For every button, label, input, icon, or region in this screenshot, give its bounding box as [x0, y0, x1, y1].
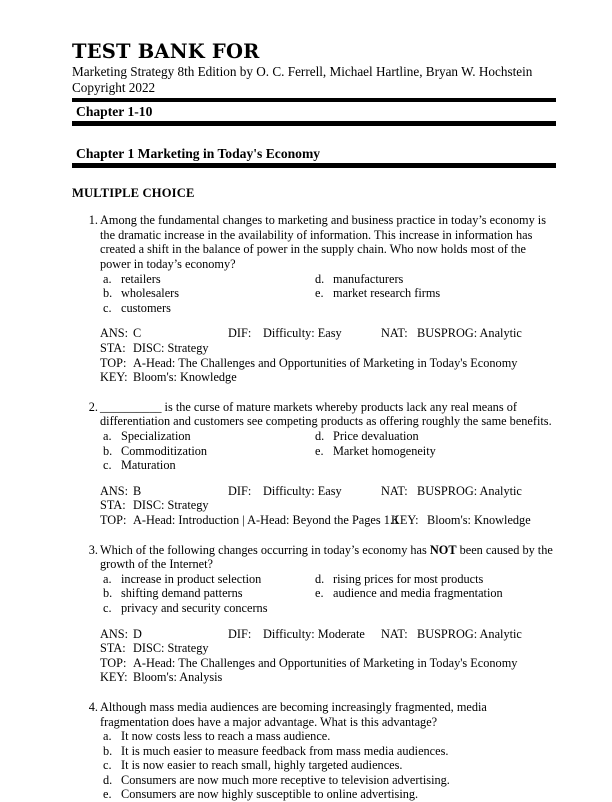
national-value: BUSPROG: Analytic	[417, 326, 522, 341]
option-item[interactable]	[312, 286, 556, 301]
option-text: increase in product selection	[121, 571, 262, 586]
question-number: 3.	[88, 542, 98, 557]
option-text: Specialization	[121, 429, 191, 443]
option-letter: d.	[315, 571, 325, 586]
option-letter: c.	[103, 600, 112, 615]
option-item[interactable]	[100, 586, 312, 601]
option-letter: d.	[315, 429, 325, 443]
option-item[interactable]	[100, 286, 312, 301]
question-number: 4.	[88, 699, 98, 714]
option-item[interactable]	[312, 429, 556, 444]
option-letter: a.	[103, 271, 112, 286]
question-item	[72, 543, 556, 685]
metadata-row-standard	[100, 641, 556, 656]
metadata-row-topic	[100, 513, 556, 528]
option-item[interactable]	[100, 272, 312, 287]
standard-value: DISC: Strategy	[133, 341, 209, 356]
difficulty-value: Difficulty: Moderate	[263, 626, 365, 641]
option-text: privacy and security concerns	[121, 600, 268, 615]
metadata-row-bloom	[100, 370, 556, 385]
question-stem	[100, 543, 556, 572]
question-stem-text-tail: been caused by the growth of the Internet?	[100, 542, 553, 572]
option-letter: b.	[103, 743, 113, 758]
option-item[interactable]	[100, 601, 312, 616]
topic-value: A-Head: The Challenges and Opportunities of Marketing in Today's Economy	[133, 355, 518, 370]
answer-key-label: ANS:	[100, 326, 129, 341]
option-text: It is now easier to reach small, highly targeted audiences.	[121, 758, 403, 773]
option-text: customers	[121, 300, 171, 315]
national-value: BUSPROG: Analytic	[417, 483, 522, 498]
topic-label: TOP:	[100, 355, 127, 370]
difficulty-value: Difficulty: Easy	[263, 326, 342, 341]
answer-value: C	[133, 326, 142, 341]
option-text: manufacturers	[333, 271, 404, 286]
question-number: 2.	[88, 399, 98, 414]
option-letter: b.	[103, 286, 113, 301]
option-item[interactable]	[100, 458, 312, 473]
bloom-value: Bloom's: Knowledge	[427, 512, 531, 527]
option-letter: a.	[103, 571, 112, 586]
option-letter: b.	[103, 586, 113, 601]
standard-label: STA:	[100, 341, 126, 356]
topic-value: A-Head: Introduction | A-Head: Beyond the Pages 1.1	[133, 512, 400, 527]
question-stem-text: Among the fundamental changes to marketing and business practice in today’s economy is the dramatic increase in the availability of information. This increase in information has created a shift in the balance of power in the supply chain. Who now holds most of the power in today’s economy?	[100, 213, 546, 272]
national-label: NAT:	[381, 626, 408, 641]
standard-value: DISC: Strategy	[133, 498, 209, 513]
option-item[interactable]	[100, 787, 556, 802]
question-item	[72, 700, 556, 802]
option-text: Maturation	[121, 458, 176, 473]
option-letter: d.	[315, 271, 325, 286]
document-subtitle-line-1: Marketing Strategy 8th Edition by O. C. Ferrell, Michael Hartline, Bryan W. Hochstein	[72, 64, 533, 80]
metadata-row-topic	[100, 656, 556, 671]
option-letter: c.	[103, 458, 112, 473]
section-gap	[72, 168, 556, 186]
chapter-range-banner	[72, 98, 556, 126]
difficulty-label: DIF:	[228, 326, 252, 341]
option-item[interactable]	[312, 272, 556, 287]
chapter-range-label: Chapter 1-10	[76, 104, 153, 120]
standard-label: STA:	[100, 498, 126, 513]
option-list	[100, 429, 556, 473]
option-letter: a.	[103, 429, 112, 443]
bloom-value: Bloom's: Knowledge	[133, 370, 237, 385]
option-text: wholesalers	[121, 286, 180, 301]
option-text: Commoditization	[121, 443, 208, 458]
metadata-row-answer	[100, 326, 556, 341]
option-text: Consumers are now highly susceptible to online advertising.	[121, 787, 419, 802]
answer-metadata	[100, 484, 556, 528]
topic-label: TOP:	[100, 512, 127, 527]
chapter-title-banner	[72, 144, 556, 168]
national-label: NAT:	[381, 326, 408, 341]
difficulty-label: DIF:	[228, 626, 252, 641]
metadata-row-answer	[100, 484, 556, 499]
chapter-title-label: Chapter 1 Marketing in Today's Economy	[76, 146, 321, 162]
bloom-label: KEY:	[391, 512, 419, 527]
page-content	[72, 42, 556, 802]
option-text: Price devaluation	[333, 429, 419, 443]
section-label-multiple-choice: MULTIPLE CHOICE	[72, 186, 195, 201]
option-text: shifting demand patterns	[121, 586, 243, 601]
question-number: 1.	[88, 213, 98, 228]
option-text: market research firms	[333, 286, 441, 301]
bloom-label: KEY:	[100, 370, 128, 385]
answer-value: B	[133, 483, 142, 498]
option-text: rising prices for most products	[333, 571, 484, 586]
topic-label: TOP:	[100, 655, 127, 670]
option-letter: d.	[103, 772, 113, 787]
option-text: Consumers are now much more receptive to television advertising.	[121, 772, 450, 787]
document-subtitle-line-2: Copyright 2022	[72, 79, 156, 95]
document-title: TEST BANK FOR	[72, 40, 260, 63]
answer-key-label: ANS:	[100, 483, 129, 498]
option-text: It is much easier to measure feedback from mass media audiences.	[121, 743, 449, 758]
metadata-row-standard	[100, 341, 556, 356]
bloom-value: Bloom's: Analysis	[133, 670, 223, 685]
questions-gap	[72, 201, 556, 213]
option-item[interactable]	[100, 773, 556, 788]
option-letter: c.	[103, 758, 112, 773]
question-stem	[100, 213, 556, 271]
option-letter: e.	[315, 586, 324, 601]
option-list	[100, 729, 556, 802]
option-item[interactable]	[100, 572, 312, 587]
option-item[interactable]	[100, 744, 556, 759]
option-item[interactable]	[312, 586, 556, 601]
topic-value: A-Head: The Challenges and Opportunities of Marketing in Today's Economy	[133, 655, 518, 670]
option-letter: c.	[103, 300, 112, 315]
option-item[interactable]	[100, 758, 556, 773]
standard-label: STA:	[100, 641, 126, 656]
metadata-row-bloom	[100, 670, 556, 685]
question-stem	[100, 700, 556, 729]
answer-metadata	[100, 326, 556, 384]
national-label: NAT:	[381, 483, 408, 498]
question-stem-text: __________ is the curse of mature markets whereby products lack any real means of differentiation and customers see competing products as offering roughly the same benefits.	[100, 399, 552, 429]
question-item	[72, 213, 556, 385]
option-list	[100, 572, 556, 616]
difficulty-label: DIF:	[228, 483, 252, 498]
national-value: BUSPROG: Analytic	[417, 626, 522, 641]
option-item[interactable]	[100, 729, 556, 744]
banner-gap	[72, 126, 556, 144]
question-stem-text: Although mass media audiences are becoming increasingly fragmented, media fragmentation does have a major advantage. What is this advantage?	[100, 699, 487, 729]
question-stem-text: Which of the following changes occurring in today’s economy has	[100, 542, 430, 557]
option-item[interactable]	[100, 429, 312, 444]
option-text: retailers	[121, 271, 161, 286]
bloom-label: KEY:	[100, 670, 128, 685]
option-text: It now costs less to reach a mass audience.	[121, 729, 331, 744]
option-text: Market homogeneity	[333, 443, 436, 458]
option-item[interactable]	[100, 301, 312, 316]
option-list	[100, 272, 556, 316]
standard-value: DISC: Strategy	[133, 641, 209, 656]
metadata-row-answer	[100, 627, 556, 642]
option-letter: e.	[315, 286, 324, 301]
question-list	[72, 213, 556, 802]
option-letter: b.	[103, 443, 113, 458]
answer-key-label: ANS:	[100, 626, 129, 641]
question-stem-emphasis: NOT	[429, 542, 457, 557]
option-item[interactable]	[100, 444, 312, 459]
question-item	[72, 400, 556, 528]
option-item[interactable]	[312, 444, 556, 459]
option-item[interactable]	[312, 572, 556, 587]
option-text: audience and media fragmentation	[333, 586, 503, 601]
difficulty-value: Difficulty: Easy	[263, 483, 342, 498]
option-letter: e.	[315, 443, 324, 458]
question-stem	[100, 400, 556, 429]
option-letter: e.	[103, 787, 112, 802]
metadata-row-topic	[100, 356, 556, 371]
metadata-row-standard	[100, 498, 556, 513]
answer-value: D	[133, 626, 142, 641]
answer-metadata	[100, 627, 556, 685]
option-letter: a.	[103, 729, 112, 744]
